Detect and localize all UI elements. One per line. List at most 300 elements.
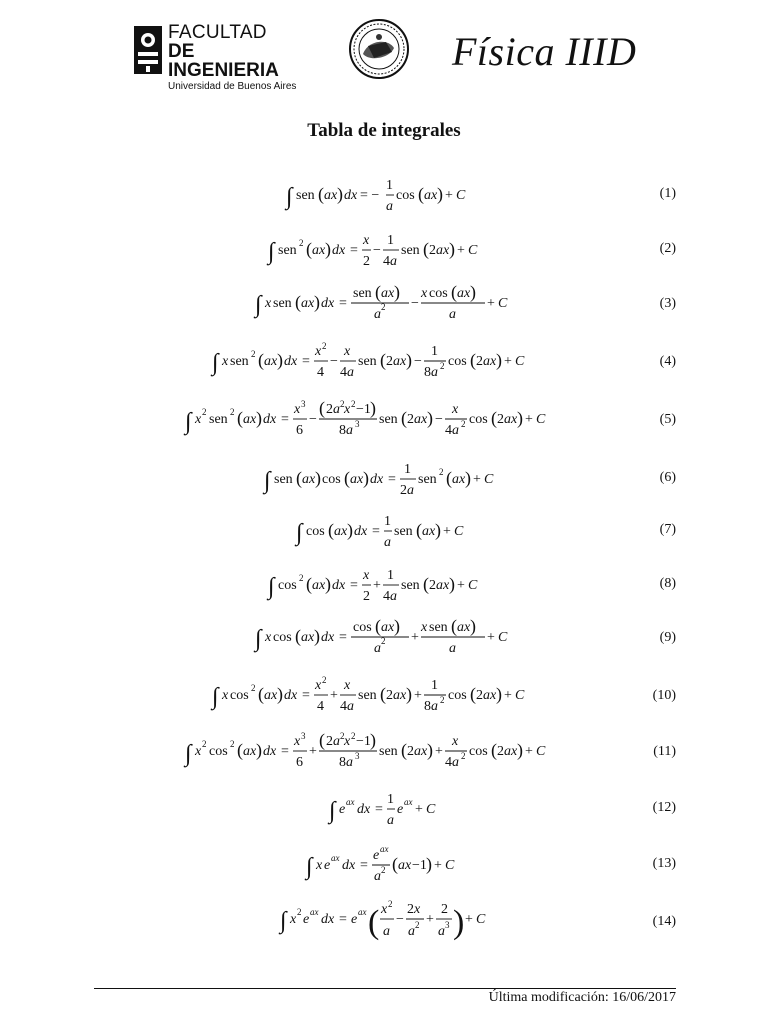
svg-text:2a: 2a <box>400 483 414 498</box>
svg-text:2: 2 <box>351 400 356 409</box>
svg-text:): ) <box>277 684 283 704</box>
svg-text:1: 1 <box>386 178 393 193</box>
svg-text:=: = <box>339 630 347 645</box>
svg-text:x: x <box>344 678 351 693</box>
svg-text:ax: ax <box>380 846 389 854</box>
svg-text:4a: 4a <box>340 365 354 380</box>
svg-text:6: 6 <box>296 423 303 438</box>
svg-text:): ) <box>277 350 283 370</box>
svg-text:dx: dx <box>342 858 356 873</box>
svg-text:2: 2 <box>299 238 304 248</box>
svg-text:+: + <box>411 630 419 645</box>
svg-text:cos: cos <box>273 630 292 645</box>
svg-text:x: x <box>294 402 301 417</box>
svg-text:sen: sen <box>429 620 448 635</box>
footer-divider <box>94 988 676 989</box>
svg-text:cos: cos <box>306 524 325 539</box>
svg-text:x: x <box>363 568 370 583</box>
svg-text:2: 2 <box>461 751 466 761</box>
svg-text:): ) <box>363 468 369 488</box>
svg-text:x: x <box>381 902 388 917</box>
svg-text:=: = <box>375 802 383 817</box>
svg-text:−: − <box>309 412 317 427</box>
svg-text:ax: ax <box>350 472 364 487</box>
svg-text:−: − <box>411 296 419 311</box>
svg-text:8a: 8a <box>339 755 353 770</box>
svg-text:(: ( <box>258 684 264 704</box>
svg-text:ax: ax <box>334 524 348 539</box>
svg-text:sen: sen <box>230 354 249 369</box>
page-title: Tabla de integrales <box>307 120 461 141</box>
logo-line-2: DE INGENIERIA <box>168 41 279 81</box>
svg-text:x: x <box>195 744 202 759</box>
svg-text:C: C <box>426 802 436 817</box>
svg-text:+: + <box>457 243 465 258</box>
svg-text:a: a <box>384 535 391 550</box>
equation-9 <box>0 618 768 662</box>
svg-text:cos: cos <box>448 354 467 369</box>
svg-text:x: x <box>344 734 351 749</box>
svg-text:sen: sen <box>379 744 398 759</box>
equation-number: (6) <box>659 470 676 485</box>
svg-text:=: = <box>281 744 289 759</box>
svg-text:2ax: 2ax <box>497 412 518 427</box>
svg-text:=: = <box>372 524 380 539</box>
svg-text:2: 2 <box>299 573 304 583</box>
svg-text:ax: ax <box>381 620 395 635</box>
svg-text:2: 2 <box>230 739 235 749</box>
svg-text:a: a <box>408 924 415 939</box>
svg-text:C: C <box>498 296 508 311</box>
svg-text:(: ( <box>295 292 301 312</box>
faculty-emblem-icon <box>132 24 164 76</box>
equation-7 <box>0 512 768 552</box>
svg-text:C: C <box>456 188 466 203</box>
svg-text:sen: sen <box>209 412 228 427</box>
svg-text:): ) <box>470 284 476 302</box>
svg-text:): ) <box>437 184 443 204</box>
svg-text:2: 2 <box>297 907 302 917</box>
svg-text:∫: ∫ <box>255 292 262 318</box>
svg-text:2ax: 2ax <box>429 578 450 593</box>
svg-text:C: C <box>468 243 478 258</box>
svg-text:dx: dx <box>284 354 298 369</box>
svg-text:2x: 2x <box>407 902 421 917</box>
svg-text:2ax: 2ax <box>476 688 497 703</box>
svg-text:(: ( <box>470 350 476 370</box>
svg-text:a: a <box>383 924 390 939</box>
svg-text:3: 3 <box>301 732 306 741</box>
svg-text:cos: cos <box>448 688 467 703</box>
svg-text:4: 4 <box>317 365 324 380</box>
svg-text:): ) <box>370 400 376 418</box>
svg-text:+: + <box>330 688 338 703</box>
svg-text:2: 2 <box>388 899 393 909</box>
svg-text:): ) <box>406 684 412 704</box>
svg-text:4: 4 <box>317 699 324 714</box>
svg-text:2: 2 <box>322 342 327 351</box>
svg-text:): ) <box>394 284 400 302</box>
svg-text:−: − <box>414 354 422 369</box>
equation-number: (7) <box>659 522 676 537</box>
svg-text:a: a <box>386 199 393 214</box>
svg-text:+: + <box>434 858 442 873</box>
svg-text:∫: ∫ <box>185 741 192 767</box>
svg-text:2: 2 <box>440 695 445 705</box>
svg-text:a: a <box>374 641 381 656</box>
svg-text:(: ( <box>368 904 380 941</box>
svg-text:): ) <box>256 740 262 760</box>
svg-text:2: 2 <box>363 589 370 604</box>
equation-number: (11) <box>653 744 676 759</box>
svg-text:C: C <box>468 578 478 593</box>
svg-text:C: C <box>476 912 486 927</box>
svg-text:x: x <box>452 402 459 417</box>
equation-14 <box>0 898 768 950</box>
svg-text:sen: sen <box>296 188 315 203</box>
svg-text:cos: cos <box>230 688 249 703</box>
svg-text:2: 2 <box>202 739 207 749</box>
course-title: Física IIID <box>452 29 637 74</box>
svg-text:cos: cos <box>429 286 448 301</box>
svg-text:+: + <box>426 912 434 927</box>
svg-text:cos: cos <box>469 412 488 427</box>
svg-text:): ) <box>256 408 262 428</box>
svg-text:ax: ax <box>301 630 315 645</box>
svg-text:−1: −1 <box>356 402 371 417</box>
svg-text:x: x <box>363 233 370 248</box>
svg-text:sen: sen <box>353 286 372 301</box>
equation-number: (9) <box>659 630 676 645</box>
svg-text:sen: sen <box>358 354 377 369</box>
svg-text:(: ( <box>446 468 452 488</box>
svg-text:): ) <box>449 239 455 259</box>
equation-8 <box>0 566 768 606</box>
svg-text:(: ( <box>418 184 424 204</box>
svg-text:(: ( <box>491 740 497 760</box>
svg-text:−: − <box>396 912 404 927</box>
svg-text:e: e <box>324 858 331 873</box>
svg-text:∫: ∫ <box>255 626 262 652</box>
svg-text:(: ( <box>380 684 386 704</box>
svg-text:sen: sen <box>401 243 420 258</box>
svg-text:8a: 8a <box>339 423 353 438</box>
svg-text:(: ( <box>319 732 325 750</box>
svg-text:x: x <box>222 354 229 369</box>
svg-text:=: = <box>350 578 358 593</box>
svg-text:sen: sen <box>394 524 413 539</box>
svg-text:): ) <box>325 574 331 594</box>
equation-number: (10) <box>652 688 676 703</box>
equation-number: (1) <box>659 186 676 201</box>
svg-text:−: − <box>435 412 443 427</box>
svg-text:=: = <box>281 412 289 427</box>
svg-text:(: ( <box>344 468 350 488</box>
svg-text:ax: ax <box>346 797 355 807</box>
svg-text:ax: ax <box>302 472 316 487</box>
equation-4 <box>0 342 768 384</box>
svg-text:=: = <box>388 472 396 487</box>
svg-text:dx: dx <box>370 472 384 487</box>
svg-text:+: + <box>487 630 495 645</box>
svg-text:dx: dx <box>263 412 277 427</box>
equation-5 <box>0 400 768 444</box>
svg-text:x: x <box>294 734 301 749</box>
svg-text:): ) <box>347 520 353 540</box>
svg-text:+: + <box>525 412 533 427</box>
svg-text:(: ( <box>375 618 381 636</box>
svg-text:): ) <box>427 408 433 428</box>
equation-number: (4) <box>659 354 676 369</box>
svg-text:dx: dx <box>321 912 335 927</box>
svg-text:x: x <box>265 630 272 645</box>
svg-text:a: a <box>387 813 394 828</box>
svg-text:): ) <box>315 468 321 488</box>
svg-text:2: 2 <box>363 254 370 269</box>
svg-text:2: 2 <box>251 349 256 359</box>
svg-text:∫: ∫ <box>264 468 271 494</box>
svg-text:∫: ∫ <box>212 684 219 710</box>
last-modified: Última modificación: 16/06/2017 <box>488 990 676 1005</box>
svg-text:ax: ax <box>243 744 257 759</box>
svg-text:(: ( <box>296 468 302 488</box>
svg-text:= −: = − <box>360 188 380 203</box>
svg-text:ax: ax <box>264 688 278 703</box>
svg-text:∫: ∫ <box>268 574 275 600</box>
svg-text:C: C <box>515 354 525 369</box>
svg-text:∫: ∫ <box>280 908 287 934</box>
svg-text:2ax: 2ax <box>407 412 428 427</box>
svg-text:sen: sen <box>273 296 292 311</box>
svg-text:e: e <box>351 912 358 927</box>
svg-text:e: e <box>373 848 380 863</box>
svg-text:): ) <box>370 732 376 750</box>
svg-text:3: 3 <box>445 920 450 930</box>
svg-text:+: + <box>309 744 317 759</box>
svg-text:2ax: 2ax <box>407 744 428 759</box>
svg-text:ax: ax <box>381 286 395 301</box>
svg-text:): ) <box>314 292 320 312</box>
svg-text:(: ( <box>237 408 243 428</box>
svg-text:dx: dx <box>354 524 368 539</box>
equation-13 <box>0 846 768 888</box>
svg-text:1: 1 <box>431 678 438 693</box>
equation-1 <box>0 176 768 214</box>
svg-text:ax: ax <box>358 907 367 917</box>
svg-text:(: ( <box>423 574 429 594</box>
svg-text:e: e <box>397 802 404 817</box>
svg-text:cos: cos <box>322 472 341 487</box>
svg-text:e: e <box>339 802 346 817</box>
svg-text:∫: ∫ <box>212 350 219 376</box>
svg-text:2: 2 <box>251 683 256 693</box>
svg-text:): ) <box>496 684 502 704</box>
svg-text:2: 2 <box>415 920 420 930</box>
svg-text:2: 2 <box>230 407 235 417</box>
svg-text:x: x <box>316 858 323 873</box>
svg-text:2: 2 <box>441 902 448 917</box>
svg-text:=: = <box>302 354 310 369</box>
svg-text:(: ( <box>401 740 407 760</box>
svg-text:dx: dx <box>284 688 298 703</box>
svg-text:2: 2 <box>202 407 207 417</box>
svg-text:8a: 8a <box>424 699 438 714</box>
equation-6 <box>0 460 768 500</box>
svg-text:(: ( <box>392 854 398 874</box>
svg-text:): ) <box>435 520 441 540</box>
svg-text:2: 2 <box>439 467 444 477</box>
svg-text:2: 2 <box>461 419 466 429</box>
svg-text:cos: cos <box>353 620 372 635</box>
svg-text:x: x <box>344 344 351 359</box>
svg-text:(: ( <box>416 520 422 540</box>
svg-text:x: x <box>195 412 202 427</box>
svg-text:(: ( <box>318 184 324 204</box>
equation-12 <box>0 790 768 830</box>
logo-line-3: Universidad de Buenos Aires <box>168 81 297 92</box>
svg-text:a: a <box>374 869 381 884</box>
svg-text:2ax: 2ax <box>386 688 407 703</box>
equation-number: (8) <box>659 576 676 591</box>
svg-text:4a: 4a <box>445 755 459 770</box>
svg-text:1: 1 <box>387 568 394 583</box>
svg-text:ax: ax <box>404 797 413 807</box>
svg-text:cos: cos <box>278 578 297 593</box>
svg-text:+: + <box>525 744 533 759</box>
svg-text:(: ( <box>470 684 476 704</box>
svg-text:(: ( <box>319 400 325 418</box>
svg-text:e: e <box>303 912 310 927</box>
equation-number: (14) <box>652 914 676 929</box>
svg-text:1: 1 <box>404 462 411 477</box>
svg-text:ax: ax <box>457 620 471 635</box>
svg-text:): ) <box>517 408 523 428</box>
svg-text:4a: 4a <box>383 254 397 269</box>
svg-text:sen: sen <box>418 472 437 487</box>
svg-text:+: + <box>457 578 465 593</box>
svg-text:x: x <box>265 296 272 311</box>
svg-text:C: C <box>454 524 464 539</box>
svg-text:2: 2 <box>381 302 386 312</box>
svg-text:1: 1 <box>387 792 394 807</box>
svg-text:ax: ax <box>243 412 257 427</box>
svg-text:dx: dx <box>321 296 335 311</box>
svg-text:a: a <box>374 307 381 322</box>
svg-text:4a: 4a <box>445 423 459 438</box>
equation-2 <box>0 231 768 269</box>
svg-text:(: ( <box>258 350 264 370</box>
equation-number: (2) <box>659 241 676 256</box>
svg-text:C: C <box>536 744 546 759</box>
svg-text:dx: dx <box>332 243 346 258</box>
svg-text:dx: dx <box>344 188 358 203</box>
svg-text:2a: 2a <box>326 734 340 749</box>
svg-text:x: x <box>290 912 297 927</box>
svg-text:): ) <box>426 854 432 874</box>
svg-text:): ) <box>427 740 433 760</box>
svg-text:): ) <box>465 468 471 488</box>
svg-text:x: x <box>315 678 322 693</box>
svg-text:(: ( <box>451 284 457 302</box>
svg-text:+: + <box>435 744 443 759</box>
svg-text:(: ( <box>328 520 334 540</box>
svg-text:): ) <box>470 618 476 636</box>
svg-text:=: = <box>339 912 347 927</box>
svg-text:x: x <box>222 688 229 703</box>
svg-text:): ) <box>325 239 331 259</box>
svg-text:ax: ax <box>457 286 471 301</box>
university-seal-icon <box>348 18 410 80</box>
svg-text:): ) <box>517 740 523 760</box>
svg-text:(: ( <box>380 350 386 370</box>
svg-text:+: + <box>504 688 512 703</box>
svg-text:sen: sen <box>274 472 293 487</box>
svg-text:(: ( <box>237 740 243 760</box>
svg-text:2: 2 <box>322 676 327 685</box>
svg-text:+: + <box>504 354 512 369</box>
equation-3 <box>0 284 768 328</box>
svg-text:∫: ∫ <box>306 854 313 880</box>
svg-text:(: ( <box>375 284 381 302</box>
svg-text:(: ( <box>401 408 407 428</box>
svg-text:ax: ax <box>310 907 319 917</box>
faculty-logo <box>132 22 302 92</box>
svg-text:2: 2 <box>440 361 445 371</box>
svg-text:(: ( <box>451 618 457 636</box>
svg-text:2ax: 2ax <box>476 354 497 369</box>
svg-text:ax: ax <box>312 243 326 258</box>
svg-text:2: 2 <box>381 636 386 646</box>
svg-text:x: x <box>421 286 428 301</box>
svg-text:2ax: 2ax <box>386 354 407 369</box>
svg-text:−1: −1 <box>412 858 427 873</box>
svg-text:∫: ∫ <box>286 184 293 210</box>
svg-text:+: + <box>373 578 381 593</box>
equation-number: (12) <box>652 800 676 815</box>
svg-text:2: 2 <box>381 865 386 875</box>
svg-text:ax: ax <box>452 472 466 487</box>
equation-number: (3) <box>659 296 676 311</box>
svg-text:2: 2 <box>351 732 356 741</box>
svg-text:1: 1 <box>384 514 391 529</box>
svg-text:): ) <box>314 626 320 646</box>
svg-text:(: ( <box>295 626 301 646</box>
svg-text:ax: ax <box>424 188 438 203</box>
svg-text:+: + <box>445 188 453 203</box>
svg-text:C: C <box>445 858 455 873</box>
svg-text:C: C <box>484 472 494 487</box>
svg-text:dx: dx <box>321 630 335 645</box>
svg-text:sen: sen <box>379 412 398 427</box>
svg-text:4a: 4a <box>340 699 354 714</box>
svg-text:−1: −1 <box>356 734 371 749</box>
equation-number: (5) <box>659 412 676 427</box>
svg-text:2: 2 <box>340 400 345 409</box>
svg-text:+: + <box>473 472 481 487</box>
svg-text:4a: 4a <box>383 589 397 604</box>
svg-text:x: x <box>452 734 459 749</box>
svg-text:−: − <box>373 243 381 258</box>
svg-text:cos: cos <box>209 744 228 759</box>
svg-text:ax: ax <box>264 354 278 369</box>
svg-text:dx: dx <box>332 578 346 593</box>
svg-text:2ax: 2ax <box>429 243 450 258</box>
svg-text:=: = <box>350 243 358 258</box>
svg-text:3: 3 <box>355 751 360 761</box>
svg-text:): ) <box>406 350 412 370</box>
svg-text:): ) <box>496 350 502 370</box>
svg-text:−: − <box>330 354 338 369</box>
